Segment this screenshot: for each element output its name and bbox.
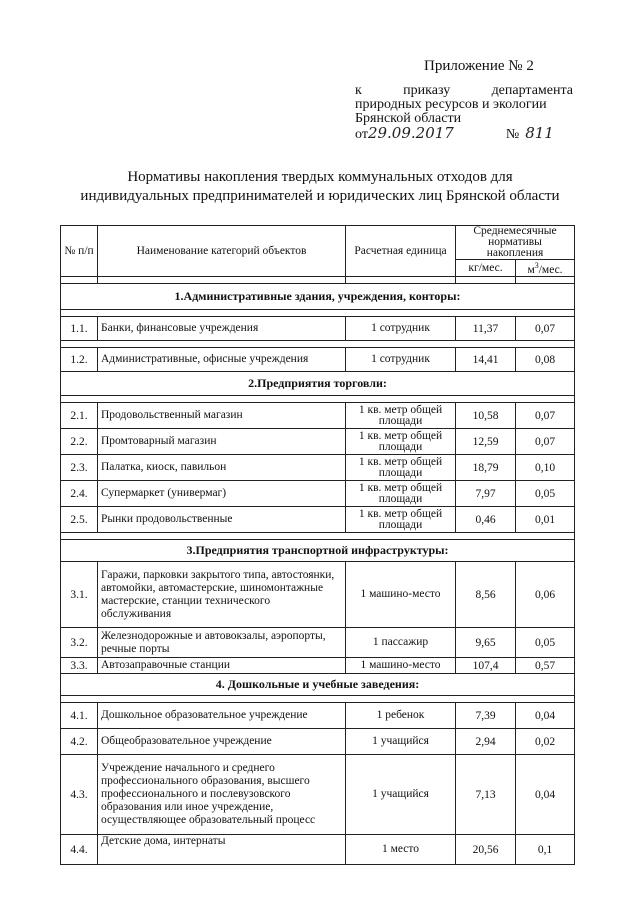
gap-cell — [516, 277, 575, 284]
number-value: 811 — [525, 124, 554, 142]
number-prefix: № — [505, 127, 520, 142]
header-m3 — [516, 260, 575, 277]
row-unit: 1 место — [346, 835, 456, 865]
row-name: Детские дома, интернаты — [98, 835, 346, 865]
header-kg: кг/мес. — [456, 260, 516, 277]
row-kg: 14,41 — [456, 348, 516, 372]
row-m3: 0,08 — [516, 348, 575, 372]
row-m3: 0,07 — [516, 429, 575, 455]
order-line-3: Брянской области — [355, 111, 462, 126]
appendix-label: Приложение № 2 — [424, 58, 534, 74]
row-m3: 0,07 — [516, 317, 575, 341]
row-m3: 0,04 — [516, 703, 575, 729]
order-to-dept: департамента — [491, 83, 573, 98]
section-title: 1.Административные здания, учреждения, конторы: — [61, 284, 575, 310]
table-row — [61, 628, 575, 658]
table-row — [61, 507, 575, 533]
row-num: 2.4. — [61, 481, 98, 507]
row-num: 4.3. — [61, 755, 98, 835]
row-num: 4.2. — [61, 729, 98, 755]
row-m3: 0,57 — [516, 658, 575, 674]
date-prefix: от — [355, 127, 368, 142]
row-name: Железнодорожные и автовокзалы, аэропорты, речные порты — [98, 628, 346, 658]
table-row — [61, 481, 575, 507]
table-row — [61, 835, 575, 865]
row-name: Промтоварный магазин — [98, 429, 346, 455]
gap-cell — [346, 277, 456, 284]
row-num: 2.5. — [61, 507, 98, 533]
row-num: 1.1. — [61, 317, 98, 341]
section-title: 2.Предприятия торговли: — [61, 372, 575, 396]
row-kg: 11,37 — [456, 317, 516, 341]
row-name: Общеобразовательное учреждение — [98, 729, 346, 755]
norms-table — [60, 225, 575, 865]
row-m3: 0,05 — [516, 628, 575, 658]
order-reference — [355, 84, 573, 142]
row-name: Учреждение начального и среднего профессионального образования, высшего профессионального и послевузовского образования или иное учреждение, осуществляющее образовательный процесс — [98, 755, 346, 835]
row-m3: 0,04 — [516, 755, 575, 835]
row-name: Административные, офисные учреждения — [98, 348, 346, 372]
order-date-line — [355, 126, 573, 142]
row-kg: 10,58 — [456, 403, 516, 429]
document-title — [60, 168, 580, 206]
row-kg: 2,94 — [456, 729, 516, 755]
table-row — [61, 562, 575, 628]
table-row — [61, 658, 575, 674]
row-unit: 1 кв. метр общей площади — [346, 481, 456, 507]
row-num: 4.4. — [61, 835, 98, 865]
row-name: Автозаправочные станции — [98, 658, 346, 674]
row-num: 4.1. — [61, 703, 98, 729]
row-kg: 7,39 — [456, 703, 516, 729]
row-m3: 0,06 — [516, 562, 575, 628]
row-kg: 107,4 — [456, 658, 516, 674]
title-line-2: индивидуальных предпринимателей и юридических лиц Брянской области — [80, 188, 560, 204]
row-num: 2.2. — [61, 429, 98, 455]
gap-cell — [61, 341, 575, 348]
order-to-k: к — [355, 83, 362, 98]
row-unit: 1 машино-место — [346, 562, 456, 628]
row-num: 2.3. — [61, 455, 98, 481]
gap-cell — [61, 310, 575, 317]
row-unit: 1 пассажир — [346, 628, 456, 658]
row-unit: 1 машино-место — [346, 658, 456, 674]
section-title: 3.Предприятия транспортной инфраструктуры: — [61, 540, 575, 562]
row-kg: 7,97 — [456, 481, 516, 507]
row-name: Банки, финансовые учреждения — [98, 317, 346, 341]
row-num: 3.3. — [61, 658, 98, 674]
row-name: Продовольственный магазин — [98, 403, 346, 429]
row-m3: 0,05 — [516, 481, 575, 507]
row-kg: 8,56 — [456, 562, 516, 628]
table-row — [61, 455, 575, 481]
row-unit: 1 кв. метр общей площади — [346, 429, 456, 455]
row-kg: 18,79 — [456, 455, 516, 481]
row-name: Дошкольное образовательное учреждение — [98, 703, 346, 729]
gap-cell — [456, 277, 516, 284]
row-num: 2.1. — [61, 403, 98, 429]
gap-cell — [61, 277, 98, 284]
row-m3: 0,1 — [516, 835, 575, 865]
order-line-2: природных ресурсов и экологии — [355, 97, 547, 112]
row-num: 1.2. — [61, 348, 98, 372]
table-row — [61, 729, 575, 755]
row-unit: 1 ребенок — [346, 703, 456, 729]
row-kg: 20,56 — [456, 835, 516, 865]
table-row — [61, 348, 575, 372]
header-norms: Среднемесячные нормативы накопления — [456, 226, 575, 260]
header-m3-prefix: м — [527, 263, 535, 276]
header-num: № п/п — [61, 226, 98, 277]
gap-cell — [61, 696, 575, 703]
row-num: 3.2. — [61, 628, 98, 658]
table-row — [61, 403, 575, 429]
header-m3-suffix: /мес. — [538, 263, 563, 276]
row-unit: 1 учащийся — [346, 729, 456, 755]
gap-cell — [98, 277, 346, 284]
row-m3: 0,07 — [516, 403, 575, 429]
row-m3: 0,10 — [516, 455, 575, 481]
table-row — [61, 429, 575, 455]
row-unit: 1 кв. метр общей площади — [346, 507, 456, 533]
row-name: Палатка, киоск, павильон — [98, 455, 346, 481]
order-to-word: приказу — [403, 83, 451, 98]
row-unit: 1 учащийся — [346, 755, 456, 835]
row-kg: 12,59 — [456, 429, 516, 455]
order-line-1 — [355, 84, 573, 98]
row-m3: 0,02 — [516, 729, 575, 755]
date-value: 29.09.2017 — [367, 124, 454, 142]
row-kg: 0,46 — [456, 507, 516, 533]
row-unit: 1 кв. метр общей площади — [346, 403, 456, 429]
gap-cell — [61, 396, 575, 403]
row-kg: 9,65 — [456, 628, 516, 658]
header-name: Наименование категорий объектов — [98, 226, 346, 277]
row-num: 3.1. — [61, 562, 98, 628]
table-row — [61, 755, 575, 835]
row-unit: 1 кв. метр общей площади — [346, 455, 456, 481]
row-name: Супермаркет (универмаг) — [98, 481, 346, 507]
row-kg: 7,13 — [456, 755, 516, 835]
title-line-1: Нормативы накопления твердых коммунальных отходов для — [127, 169, 513, 185]
table-row — [61, 317, 575, 341]
row-name: Рынки продовольственные — [98, 507, 346, 533]
header-m3-sup: 3 — [534, 260, 539, 270]
header-unit: Расчетная единица — [346, 226, 456, 277]
table-row — [61, 703, 575, 729]
row-unit: 1 сотрудник — [346, 317, 456, 341]
row-m3: 0,01 — [516, 507, 575, 533]
gap-cell — [61, 533, 575, 540]
section-title: 4. Дошкольные и учебные заведения: — [61, 674, 575, 696]
row-name: Гаражи, парковки закрытого типа, автостоянки, автомойки, автомастерские, шиномонтажные мастерские, станции технического обслуживания — [98, 562, 346, 628]
row-unit: 1 сотрудник — [346, 348, 456, 372]
